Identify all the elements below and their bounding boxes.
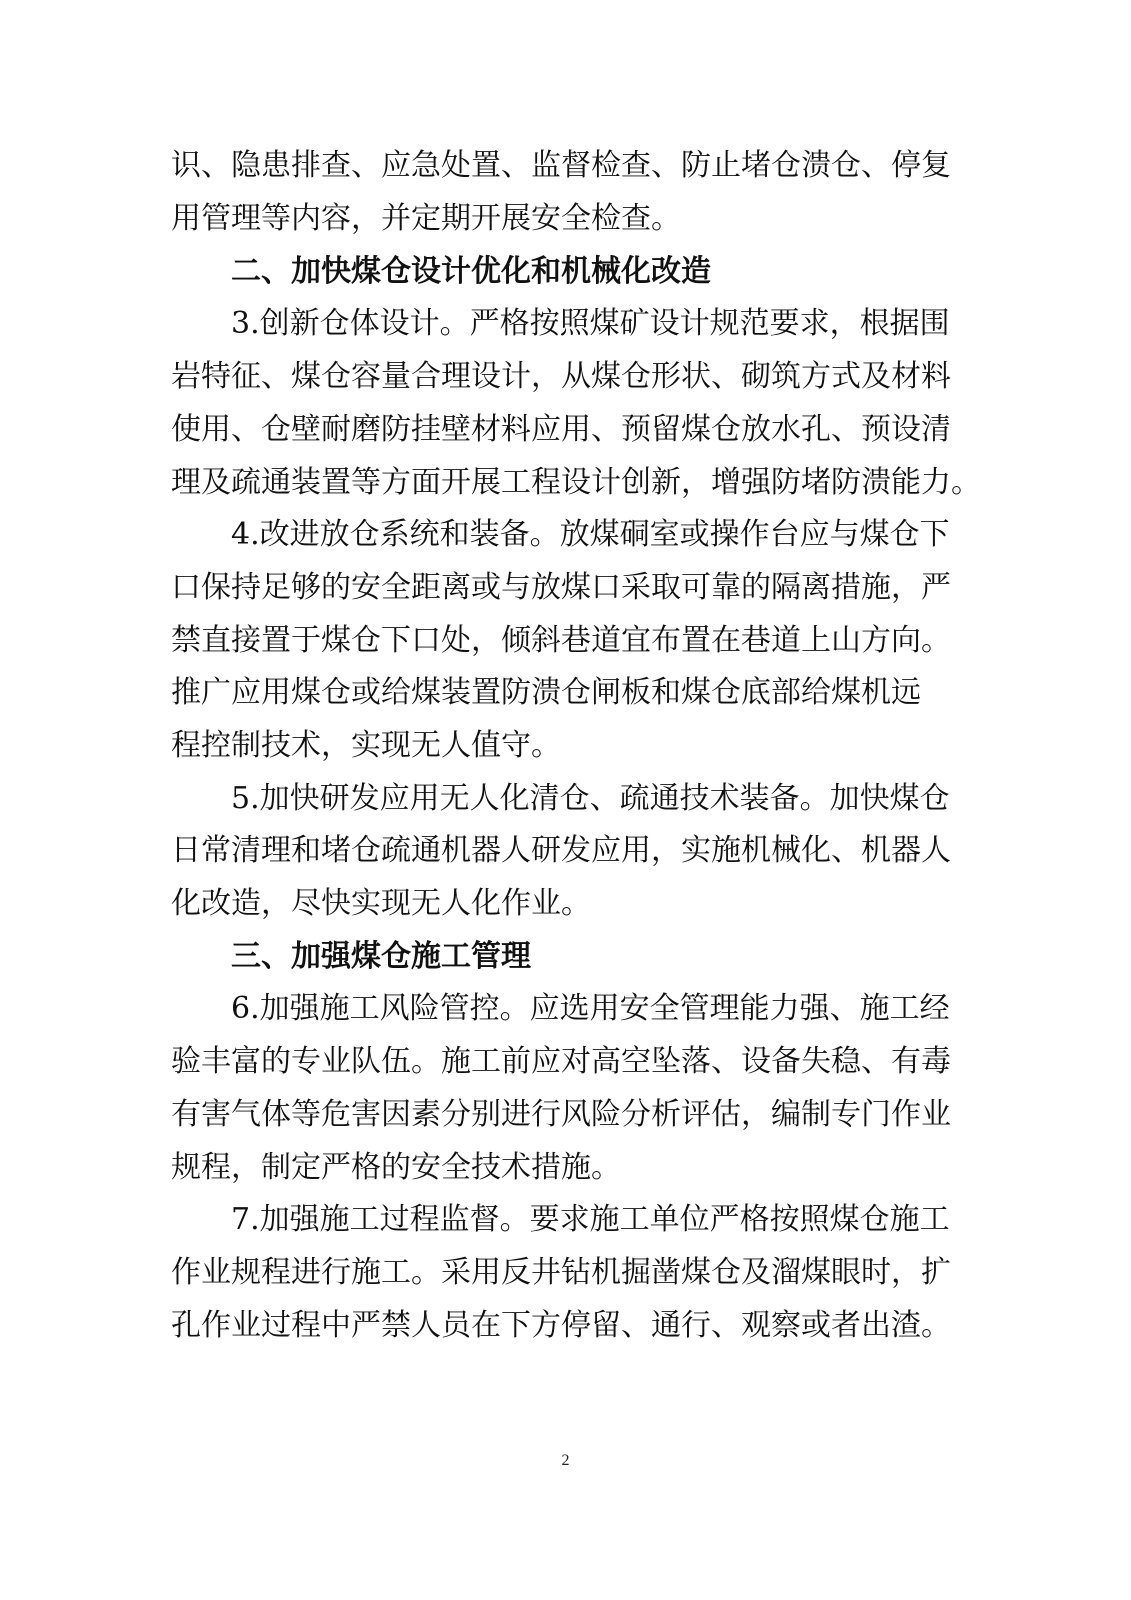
text-line: 口保持足够的安全距离或与放煤口采取可靠的隔离措施，严	[171, 570, 951, 605]
text-line: 禁直接置于煤仓下口处，倾斜巷道宜布置在巷道上山方向。	[171, 623, 951, 658]
text-line: 使用、仓壁耐磨防挂壁材料应用、预留煤仓放水孔、预设清	[171, 412, 951, 447]
text-line: 作业规程进行施工。采用反井钻机掘凿煤仓及溜煤眼时，扩	[171, 1255, 951, 1290]
section-heading: 二、加快煤仓设计优化和机械化改造	[231, 254, 711, 289]
text-line: 推广应用煤仓或给煤装置防溃仓闸板和煤仓底部给煤机远	[171, 675, 921, 710]
paragraph-first-line: 4.改进放仓系统和装备。放煤硐室或操作台应与煤仓下	[231, 517, 950, 552]
text-line: 岩特征、煤仓容量合理设计，从煤仓形状、砌筑方式及材料	[171, 359, 951, 394]
text-line: 化改造，尽快实现无人化作业。	[171, 886, 591, 921]
text-line: 有害气体等危害因素分别进行风险分析评估，编制专门作业	[171, 1097, 951, 1132]
paragraph-first-line: 6.加强施工风险管控。应选用安全管理能力强、施工经	[231, 991, 950, 1026]
text-line: 用管理等内容，并定期开展安全检查。	[171, 201, 681, 236]
page-number: 2	[561, 1452, 570, 1469]
text-line: 孔作业过程中严禁人员在下方停留、通行、观察或者出渣。	[171, 1308, 951, 1343]
text-line: 识、隐患排查、应急处置、监督检查、防止堵仓溃仓、停复	[171, 148, 951, 183]
paragraph-first-line: 3.创新仓体设计。严格按照煤矿设计规范要求，根据围	[231, 306, 950, 341]
text-line: 程控制技术，实现无人值守。	[171, 728, 561, 763]
text-line: 日常清理和堵仓疏通机器人研发应用，实施机械化、机器人	[171, 833, 951, 868]
paragraph-first-line: 7.加强施工过程监督。要求施工单位严格按照煤仓施工	[231, 1202, 950, 1237]
text-line: 规程，制定严格的安全技术措施。	[171, 1150, 621, 1185]
text-line: 理及疏通装置等方面开展工程设计创新，增强防堵防溃能力。	[171, 465, 981, 500]
text-line: 验丰富的专业队伍。施工前应对高空坠落、设备失稳、有毒	[171, 1044, 951, 1079]
paragraph-first-line: 5.加快研发应用无人化清仓、疏通技术装备。加快煤仓	[231, 781, 950, 816]
section-heading: 三、加强煤仓施工管理	[231, 939, 531, 974]
